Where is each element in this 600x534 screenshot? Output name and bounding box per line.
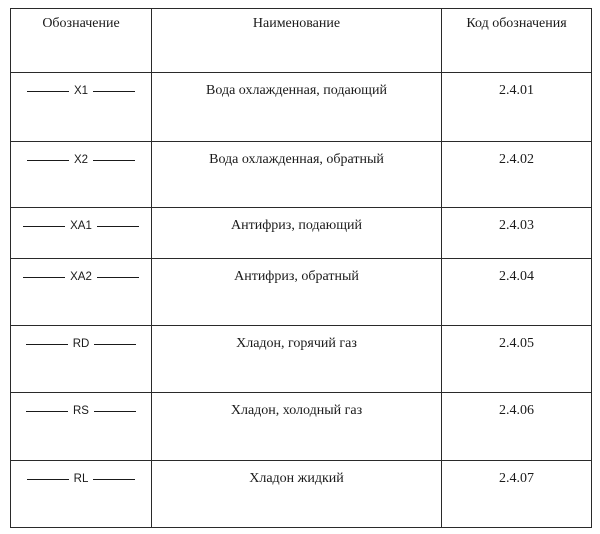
symbol-label: X1 [73, 85, 89, 97]
table-row [11, 73, 592, 142]
pipe-line-symbol [11, 152, 151, 168]
name-cell: Хладон жидкий [152, 461, 442, 528]
table-row [11, 393, 592, 461]
name-cell: Вода охлажденная, подающий [152, 73, 442, 142]
pipe-line-symbol [11, 471, 151, 487]
header-designation: Обозначение [11, 9, 152, 73]
line-segment-right [97, 226, 139, 227]
code-cell: 2.4.06 [442, 393, 592, 461]
line-segment-left [27, 479, 69, 480]
line-segment-left [27, 160, 69, 161]
name-cell: Антифриз, обратный [152, 259, 442, 326]
pipe-line-symbol [11, 269, 151, 285]
table-row [11, 259, 592, 326]
designation-cell [11, 73, 152, 142]
symbol-label: XA1 [70, 220, 92, 232]
designation-cell [11, 259, 152, 326]
table-row [11, 326, 592, 393]
designation-cell [11, 142, 152, 208]
pipe-line-symbol [11, 336, 151, 352]
table-row [11, 208, 592, 259]
line-segment-left [23, 277, 65, 278]
designation-cell [11, 461, 152, 528]
name-cell: Хладон, горячий газ [152, 326, 442, 393]
name-cell: Антифриз, подающий [152, 208, 442, 259]
line-segment-right [93, 160, 135, 161]
code-cell: 2.4.03 [442, 208, 592, 259]
line-segment-right [97, 277, 139, 278]
symbol-label: RD [72, 338, 90, 350]
header-row [11, 9, 592, 73]
pipe-line-symbol [11, 403, 151, 419]
line-segment-right [94, 344, 136, 345]
name-cell: Вода охлажденная, обратный [152, 142, 442, 208]
table-row [11, 461, 592, 528]
pipe-line-symbol [11, 218, 151, 234]
symbol-label: XA2 [70, 271, 92, 283]
header-name: Наименование [152, 9, 442, 73]
line-segment-right [93, 479, 135, 480]
designation-cell [11, 393, 152, 461]
symbol-label: RS [73, 405, 89, 417]
symbol-label: RL [73, 473, 89, 485]
table-row [11, 142, 592, 208]
pipe-designation-table [10, 8, 592, 528]
designation-cell [11, 208, 152, 259]
code-cell: 2.4.02 [442, 142, 592, 208]
code-cell: 2.4.01 [442, 73, 592, 142]
code-cell: 2.4.07 [442, 461, 592, 528]
code-cell: 2.4.04 [442, 259, 592, 326]
line-segment-right [94, 411, 136, 412]
designation-cell [11, 326, 152, 393]
line-segment-left [26, 411, 68, 412]
header-code: Код обозначения [442, 9, 592, 73]
line-segment-right [93, 91, 135, 92]
code-cell: 2.4.05 [442, 326, 592, 393]
line-segment-left [26, 344, 68, 345]
line-segment-left [23, 226, 65, 227]
symbol-label: X2 [73, 154, 89, 166]
pipe-line-symbol [11, 83, 151, 99]
line-segment-left [27, 91, 69, 92]
name-cell: Хладон, холодный газ [152, 393, 442, 461]
